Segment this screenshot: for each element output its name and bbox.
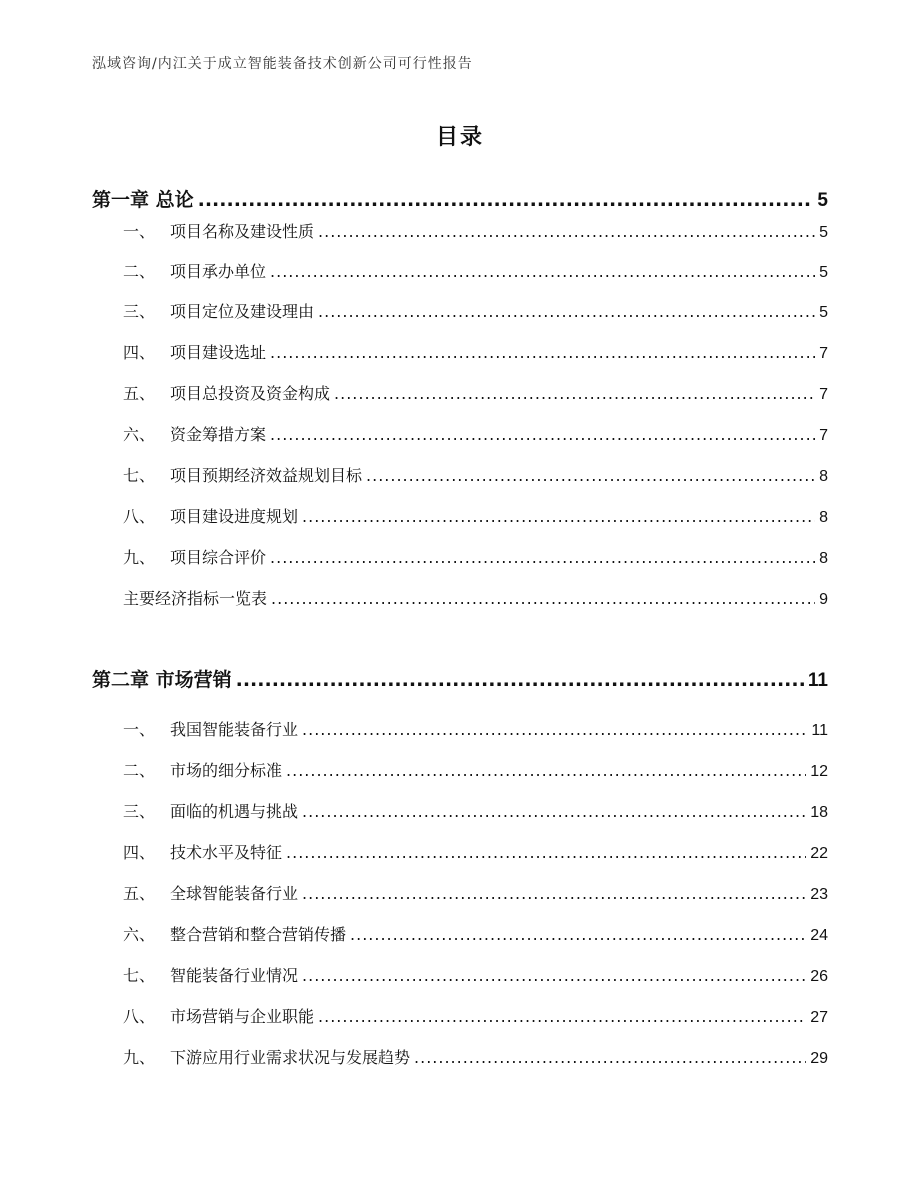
toc-entry[interactable] (123, 340, 828, 363)
page-number: 8 (819, 468, 828, 485)
entry-title: 市场营销与企业职能 (170, 1007, 315, 1026)
toc-entry[interactable] (123, 881, 828, 904)
entry-number: 二、 (123, 761, 156, 780)
entry-title: 项目预期经济效益规划目标 (170, 466, 363, 485)
entry-title: 项目定位及建设理由 (170, 302, 315, 321)
page-number: 5 (819, 304, 828, 321)
toc-entry[interactable] (123, 1004, 828, 1027)
dot-leader (198, 189, 814, 211)
dot-leader (366, 466, 815, 485)
entry-title: 项目名称及建设性质 (170, 222, 315, 241)
page-number: 11 (811, 722, 828, 739)
entry-number: 七、 (123, 966, 156, 985)
toc-entry[interactable] (123, 545, 828, 568)
toc-entry[interactable] (123, 799, 828, 822)
entry-title: 下游应用行业需求状况与发展趋势 (170, 1048, 411, 1067)
dot-leader (302, 507, 815, 526)
page-number: 7 (819, 345, 828, 362)
page-number: 7 (819, 427, 828, 444)
toc-entry[interactable] (123, 717, 828, 740)
entry-title: 项目综合评价 (170, 548, 267, 567)
dot-leader (302, 720, 807, 739)
page-number: 7 (819, 386, 828, 403)
toc-entry[interactable] (123, 1045, 828, 1068)
page-number: 9 (819, 591, 828, 608)
entry-number: 九、 (123, 1048, 156, 1067)
toc-entry[interactable] (123, 259, 828, 282)
dot-leader (302, 802, 806, 821)
dot-leader (334, 384, 815, 403)
entry-title: 资金筹措方案 (170, 425, 267, 444)
toc-entry[interactable] (123, 219, 828, 242)
page-number: 26 (810, 968, 828, 985)
toc-entry[interactable] (123, 463, 828, 486)
page-number: 24 (810, 927, 828, 944)
dot-leader (270, 262, 815, 281)
dot-leader (318, 222, 815, 241)
dot-leader (350, 925, 806, 944)
entry-number: 五、 (123, 384, 156, 403)
toc-entry[interactable] (123, 758, 828, 781)
entry-title: 市场的细分标准 (170, 761, 283, 780)
entry-number: 八、 (123, 507, 156, 526)
entry-title: 全球智能装备行业 (170, 884, 299, 903)
page-number: 5 (819, 264, 828, 281)
page-number: 22 (810, 845, 828, 862)
entry-title: 项目建设选址 (170, 343, 267, 362)
dot-leader (414, 1048, 806, 1067)
toc-chapter[interactable] (92, 185, 828, 212)
toc-entry[interactable] (123, 586, 828, 609)
entry-number: 六、 (123, 925, 156, 944)
entry-number: 八、 (123, 1007, 156, 1026)
entry-number: 二、 (123, 262, 156, 281)
dot-leader (286, 761, 806, 780)
entry-title: 项目承办单位 (170, 262, 267, 281)
toc-chapter[interactable] (92, 665, 828, 692)
dot-leader (318, 302, 815, 321)
entry-title: 主要经济指标一览表 (123, 589, 268, 608)
entry-number: 四、 (123, 843, 156, 862)
entry-number: 七、 (123, 466, 156, 485)
dot-leader (302, 884, 806, 903)
entry-title: 我国智能装备行业 (170, 720, 299, 739)
page-number: 11 (807, 670, 828, 691)
toc-entry[interactable] (123, 381, 828, 404)
entry-title: 技术水平及特征 (170, 843, 283, 862)
toc-title: 目录 (435, 125, 484, 150)
page-number: 5 (819, 224, 828, 241)
toc-entry[interactable] (123, 299, 828, 322)
toc-entry[interactable] (123, 840, 828, 863)
dot-leader (236, 669, 804, 691)
page-number: 23 (810, 886, 828, 903)
dot-leader (270, 548, 815, 567)
toc-entry[interactable] (123, 963, 828, 986)
toc-entry[interactable] (123, 422, 828, 445)
entry-number: 六、 (123, 425, 156, 444)
entry-title: 项目总投资及资金构成 (170, 384, 331, 403)
entry-number: 五、 (123, 884, 156, 903)
page-number: 18 (810, 804, 828, 821)
page-number: 27 (810, 1009, 828, 1026)
entry-number: 九、 (123, 548, 156, 567)
toc-entry[interactable] (123, 922, 828, 945)
page-number: 29 (810, 1050, 828, 1067)
chapter-label: 第二章 市场营销 (92, 669, 232, 691)
toc-entry[interactable] (123, 504, 828, 527)
page-number: 5 (817, 190, 828, 211)
entry-number: 四、 (123, 343, 156, 362)
running-header: 泓域咨询/内江关于成立智能装备技术创新公司可行性报告 (92, 56, 473, 72)
entry-title: 面临的机遇与挑战 (170, 802, 299, 821)
dot-leader (270, 425, 815, 444)
entry-title: 整合营销和整合营销传播 (170, 925, 347, 944)
page-number: 12 (810, 763, 828, 780)
dot-leader (270, 343, 815, 362)
dot-leader (286, 843, 806, 862)
dot-leader (302, 966, 806, 985)
page-number: 8 (819, 550, 828, 567)
page-number: 8 (819, 509, 828, 526)
dot-leader (271, 589, 815, 608)
entry-number: 一、 (123, 222, 156, 241)
entry-number: 一、 (123, 720, 156, 739)
entry-number: 三、 (123, 302, 156, 321)
entry-title: 项目建设进度规划 (170, 507, 299, 526)
entry-title: 智能装备行业情况 (170, 966, 299, 985)
chapter-label: 第一章 总论 (92, 189, 194, 211)
entry-number: 三、 (123, 802, 156, 821)
dot-leader (318, 1007, 806, 1026)
